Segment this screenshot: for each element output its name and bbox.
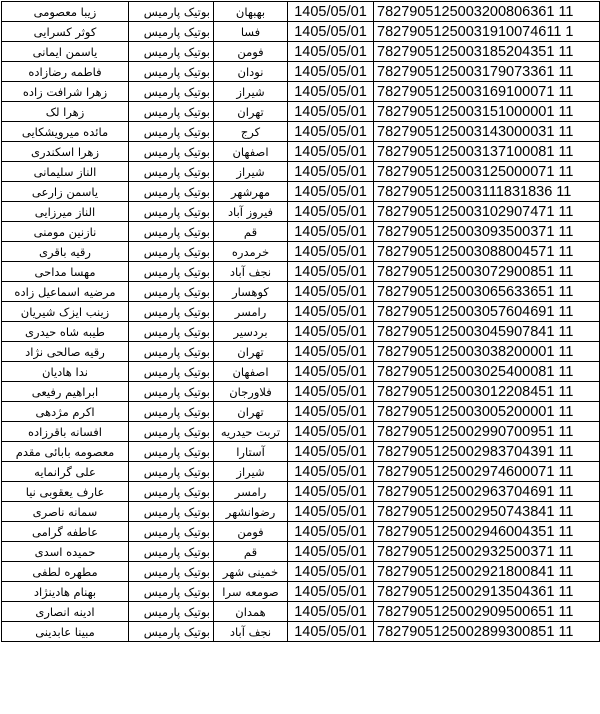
cell-shop[interactable]: بوتیک پارمیس bbox=[129, 602, 214, 622]
table-row bbox=[2, 182, 600, 202]
cell-code[interactable]: 7827905125002921800841 11 bbox=[374, 562, 600, 582]
cell-city[interactable]: اصفهان bbox=[214, 362, 288, 382]
cell-code[interactable]: 7827905125003185204351 11 bbox=[374, 42, 600, 62]
cell-shop[interactable]: بوتیک پارمیس bbox=[129, 442, 214, 462]
cell-date[interactable]: 1405/05/01 bbox=[288, 602, 374, 622]
cell-shop[interactable]: بوتیک پارمیس bbox=[129, 542, 214, 562]
cell-shop[interactable]: بوتیک پارمیس bbox=[129, 342, 214, 362]
cell-shop[interactable]: بوتیک پارمیس bbox=[129, 82, 214, 102]
cell-shop[interactable]: بوتیک پارمیس bbox=[129, 2, 214, 22]
cell-name[interactable]: یاسمن ایمانی bbox=[2, 42, 129, 62]
cell-name[interactable]: زینب ایزک شیریان bbox=[2, 302, 129, 322]
cell-name[interactable]: طیبه شاه حیدری bbox=[2, 322, 129, 342]
cell-name[interactable]: رقیه باقری bbox=[2, 242, 129, 262]
cell-city[interactable]: خمینی شهر bbox=[214, 562, 288, 582]
cell-name[interactable]: ادینه انصاری bbox=[2, 602, 129, 622]
table-row bbox=[2, 362, 600, 382]
cell-name[interactable]: زهرا شرافت زاده bbox=[2, 82, 129, 102]
cell-shop[interactable]: بوتیک پارمیس bbox=[129, 122, 214, 142]
cell-city[interactable]: فسا bbox=[214, 22, 288, 42]
cell-shop[interactable]: بوتیک پارمیس bbox=[129, 582, 214, 602]
cell-date[interactable]: 1405/05/01 bbox=[288, 142, 374, 162]
table-row bbox=[2, 422, 600, 442]
cell-date[interactable]: 1405/05/01 bbox=[288, 442, 374, 462]
cell-shop[interactable]: بوتیک پارمیس bbox=[129, 502, 214, 522]
cell-shop[interactable]: بوتیک پارمیس bbox=[129, 182, 214, 202]
spreadsheet bbox=[1, 1, 599, 642]
cell-code[interactable]: 7827905125002932500371 11 bbox=[374, 542, 600, 562]
cell-code[interactable]: 7827905125003102907471 11 bbox=[374, 202, 600, 222]
cell-name[interactable]: معصومه بابائی مقدم bbox=[2, 442, 129, 462]
cell-shop[interactable]: بوتیک پارمیس bbox=[129, 382, 214, 402]
table-row bbox=[2, 542, 600, 562]
cell-code[interactable]: 7827905125002913504361 11 bbox=[374, 582, 600, 602]
cell-city[interactable]: قم bbox=[214, 542, 288, 562]
cell-city[interactable]: فیروز آباد bbox=[214, 202, 288, 222]
table-row bbox=[2, 82, 600, 102]
table-row bbox=[2, 2, 600, 22]
cell-shop[interactable]: بوتیک پارمیس bbox=[129, 422, 214, 442]
cell-shop[interactable]: بوتیک پارمیس bbox=[129, 362, 214, 382]
cell-city[interactable]: تهران bbox=[214, 342, 288, 362]
cell-city[interactable]: فومن bbox=[214, 522, 288, 542]
cell-name[interactable]: سمانه ناصری bbox=[2, 502, 129, 522]
cell-date[interactable]: 1405/05/01 bbox=[288, 342, 374, 362]
cell-city[interactable]: اصفهان bbox=[214, 142, 288, 162]
cell-shop[interactable]: بوتیک پارمیس bbox=[129, 262, 214, 282]
table-row bbox=[2, 402, 600, 422]
cell-city[interactable]: شیراز bbox=[214, 162, 288, 182]
cell-shop[interactable]: بوتیک پارمیس bbox=[129, 562, 214, 582]
cell-city[interactable]: کرج bbox=[214, 122, 288, 142]
cell-city[interactable]: خرمدره bbox=[214, 242, 288, 262]
cell-date[interactable]: 1405/05/01 bbox=[288, 562, 374, 582]
cell-code[interactable]: 7827905125003072900851 11 bbox=[374, 262, 600, 282]
cell-code[interactable]: 78279051250031910074611 1 bbox=[374, 22, 600, 42]
cell-name[interactable]: مائده میرویشکایی bbox=[2, 122, 129, 142]
cell-date[interactable]: 1405/05/01 bbox=[288, 422, 374, 442]
table-row bbox=[2, 42, 600, 62]
cell-code[interactable]: 7827905125002990700951 11 bbox=[374, 422, 600, 442]
cell-name[interactable]: عاطفه گرامی bbox=[2, 522, 129, 542]
cell-city[interactable]: شیراز bbox=[214, 82, 288, 102]
cell-name[interactable]: مطهره لطفی bbox=[2, 562, 129, 582]
table-row bbox=[2, 482, 600, 502]
cell-date[interactable]: 1405/05/01 bbox=[288, 62, 374, 82]
cell-name[interactable]: مبینا عابدینی bbox=[2, 622, 129, 642]
cell-date[interactable]: 1405/05/01 bbox=[288, 182, 374, 202]
cell-date[interactable]: 1405/05/01 bbox=[288, 102, 374, 122]
cell-date[interactable]: 1405/05/01 bbox=[288, 122, 374, 142]
cell-shop[interactable]: بوتیک پارمیس bbox=[129, 622, 214, 642]
cell-code[interactable]: 7827905125003151000001 11 bbox=[374, 102, 600, 122]
cell-name[interactable]: مرضیه اسماعیل زاده bbox=[2, 282, 129, 302]
table-row bbox=[2, 122, 600, 142]
cell-city[interactable]: همدان bbox=[214, 602, 288, 622]
cell-date[interactable]: 1405/05/01 bbox=[288, 362, 374, 382]
table-row bbox=[2, 62, 600, 82]
table-row bbox=[2, 622, 600, 642]
cell-shop[interactable]: بوتیک پارمیس bbox=[129, 242, 214, 262]
cell-code[interactable]: 7827905125002909500651 11 bbox=[374, 602, 600, 622]
cell-code[interactable]: 7827905125003057604691 11 bbox=[374, 302, 600, 322]
cell-date[interactable]: 1405/05/01 bbox=[288, 542, 374, 562]
cell-date[interactable]: 1405/05/01 bbox=[288, 2, 374, 22]
cell-city[interactable]: رامسر bbox=[214, 302, 288, 322]
table-row bbox=[2, 582, 600, 602]
cell-code[interactable]: 7827905125003025400081 11 bbox=[374, 362, 600, 382]
cell-code[interactable]: 7827905125003200806361 11 bbox=[374, 2, 600, 22]
cell-city[interactable]: نودان bbox=[214, 62, 288, 82]
cell-name[interactable]: الناز سلیمانی bbox=[2, 162, 129, 182]
cell-date[interactable]: 1405/05/01 bbox=[288, 522, 374, 542]
cell-name[interactable]: مهسا مداحی bbox=[2, 262, 129, 282]
cell-city[interactable]: تهران bbox=[214, 402, 288, 422]
cell-date[interactable]: 1405/05/01 bbox=[288, 322, 374, 342]
cell-code[interactable]: 7827905125003012208451 11 bbox=[374, 382, 600, 402]
cell-shop[interactable]: بوتیک پارمیس bbox=[129, 162, 214, 182]
cell-code[interactable]: 7827905125003169100071 11 bbox=[374, 82, 600, 102]
cell-date[interactable]: 1405/05/01 bbox=[288, 262, 374, 282]
cell-name[interactable]: بهنام هادینژاد bbox=[2, 582, 129, 602]
cell-date[interactable]: 1405/05/01 bbox=[288, 162, 374, 182]
table-row bbox=[2, 222, 600, 242]
table-row bbox=[2, 162, 600, 182]
cell-city[interactable]: بهبهان bbox=[214, 2, 288, 22]
cell-date[interactable]: 1405/05/01 bbox=[288, 82, 374, 102]
cell-date[interactable]: 1405/05/01 bbox=[288, 202, 374, 222]
table-row bbox=[2, 322, 600, 342]
cell-code[interactable]: 7827905125002899300851 11 bbox=[374, 622, 600, 642]
cell-code[interactable]: 7827905125003179073361 11 bbox=[374, 62, 600, 82]
table-row bbox=[2, 442, 600, 462]
table-row bbox=[2, 202, 600, 222]
cell-date[interactable]: 1405/05/01 bbox=[288, 382, 374, 402]
cell-city[interactable]: تربت حیدریه bbox=[214, 422, 288, 442]
cell-shop[interactable]: بوتیک پارمیس bbox=[129, 62, 214, 82]
cell-date[interactable]: 1405/05/01 bbox=[288, 582, 374, 602]
cell-code[interactable]: 7827905125003088004571 11 bbox=[374, 242, 600, 262]
cell-date[interactable]: 1405/05/01 bbox=[288, 622, 374, 642]
table-row bbox=[2, 462, 600, 482]
cell-code[interactable]: 7827905125002946004351 11 bbox=[374, 522, 600, 542]
table-row bbox=[2, 522, 600, 542]
table-body bbox=[2, 2, 600, 642]
cell-city[interactable]: کوهسار bbox=[214, 282, 288, 302]
cell-shop[interactable]: بوتیک پارمیس bbox=[129, 462, 214, 482]
cell-name[interactable]: زیبا معصومی bbox=[2, 2, 129, 22]
cell-code[interactable]: 7827905125003005200001 11 bbox=[374, 402, 600, 422]
cell-date[interactable]: 1405/05/01 bbox=[288, 462, 374, 482]
cell-code[interactable]: 7827905125002963704691 11 bbox=[374, 482, 600, 502]
cell-name[interactable]: افسانه باقرزاده bbox=[2, 422, 129, 442]
cell-code[interactable]: 7827905125003143000031 11 bbox=[374, 122, 600, 142]
cell-name[interactable]: رقیه صالحی نژاد bbox=[2, 342, 129, 362]
cell-city[interactable]: قم bbox=[214, 222, 288, 242]
cell-city[interactable]: تهران bbox=[214, 102, 288, 122]
cell-date[interactable]: 1405/05/01 bbox=[288, 282, 374, 302]
cell-code[interactable]: 7827905125002983704391 11 bbox=[374, 442, 600, 462]
table-row bbox=[2, 282, 600, 302]
cell-name[interactable]: عارف یعقوبی نیا bbox=[2, 482, 129, 502]
cell-shop[interactable]: بوتیک پارمیس bbox=[129, 142, 214, 162]
table-row bbox=[2, 602, 600, 622]
cell-name[interactable]: زهرا لک bbox=[2, 102, 129, 122]
cell-name[interactable]: کوثر کسرایی bbox=[2, 22, 129, 42]
cell-name[interactable]: ابراهیم رفیعی bbox=[2, 382, 129, 402]
cell-code[interactable]: 7827905125002950743841 11 bbox=[374, 502, 600, 522]
cell-name[interactable]: حمیده اسدی bbox=[2, 542, 129, 562]
cell-shop[interactable]: بوتیک پارمیس bbox=[129, 302, 214, 322]
cell-city[interactable]: آستارا bbox=[214, 442, 288, 462]
cell-city[interactable]: فلاورجان bbox=[214, 382, 288, 402]
cell-name[interactable]: الناز میرزایی bbox=[2, 202, 129, 222]
cell-name[interactable]: نازنین مومنی bbox=[2, 222, 129, 242]
cell-city[interactable]: بردسیر bbox=[214, 322, 288, 342]
cell-code[interactable]: 7827905125002974600071 11 bbox=[374, 462, 600, 482]
cell-code[interactable]: 7827905125003137100081 11 bbox=[374, 142, 600, 162]
cell-date[interactable]: 1405/05/01 bbox=[288, 22, 374, 42]
cell-shop[interactable]: بوتیک پارمیس bbox=[129, 42, 214, 62]
cell-name[interactable]: اکرم مژدهی bbox=[2, 402, 129, 422]
cell-code[interactable]: 7827905125003111831836 11 bbox=[374, 182, 600, 202]
table-row bbox=[2, 502, 600, 522]
cell-date[interactable]: 1405/05/01 bbox=[288, 222, 374, 242]
cell-date[interactable]: 1405/05/01 bbox=[288, 242, 374, 262]
cell-date[interactable]: 1405/05/01 bbox=[288, 402, 374, 422]
table-row bbox=[2, 142, 600, 162]
cell-shop[interactable]: بوتیک پارمیس bbox=[129, 222, 214, 242]
cell-city[interactable]: فومن bbox=[214, 42, 288, 62]
cell-city[interactable]: رضوانشهر bbox=[214, 502, 288, 522]
cell-name[interactable]: علی گرانمایه bbox=[2, 462, 129, 482]
cell-shop[interactable]: بوتیک پارمیس bbox=[129, 402, 214, 422]
cell-shop[interactable]: بوتیک پارمیس bbox=[129, 102, 214, 122]
cell-code[interactable]: 7827905125003045907841 11 bbox=[374, 322, 600, 342]
table-row bbox=[2, 242, 600, 262]
cell-city[interactable]: شیراز bbox=[214, 462, 288, 482]
cell-shop[interactable]: بوتیک پارمیس bbox=[129, 522, 214, 542]
cell-code[interactable]: 7827905125003093500371 11 bbox=[374, 222, 600, 242]
cell-city[interactable]: مهرشهر bbox=[214, 182, 288, 202]
cell-shop[interactable]: بوتیک پارمیس bbox=[129, 482, 214, 502]
cell-shop[interactable]: بوتیک پارمیس bbox=[129, 282, 214, 302]
cell-city[interactable]: نجف آباد bbox=[214, 622, 288, 642]
table-row bbox=[2, 22, 600, 42]
cell-name[interactable]: فاطمه رضازاده bbox=[2, 62, 129, 82]
cell-name[interactable]: یاسمن زارعی bbox=[2, 182, 129, 202]
cell-city[interactable]: صومعه سرا bbox=[214, 582, 288, 602]
cell-date[interactable]: 1405/05/01 bbox=[288, 42, 374, 62]
data-table bbox=[1, 1, 600, 642]
cell-name[interactable]: ندا هادیان bbox=[2, 362, 129, 382]
table-row bbox=[2, 342, 600, 362]
cell-date[interactable]: 1405/05/01 bbox=[288, 482, 374, 502]
cell-name[interactable]: زهرا اسکندری bbox=[2, 142, 129, 162]
cell-date[interactable]: 1405/05/01 bbox=[288, 502, 374, 522]
cell-shop[interactable]: بوتیک پارمیس bbox=[129, 202, 214, 222]
table-row bbox=[2, 382, 600, 402]
table-row bbox=[2, 102, 600, 122]
cell-shop[interactable]: بوتیک پارمیس bbox=[129, 322, 214, 342]
cell-shop[interactable]: بوتیک پارمیس bbox=[129, 22, 214, 42]
cell-code[interactable]: 7827905125003125000071 11 bbox=[374, 162, 600, 182]
cell-code[interactable]: 7827905125003038200001 11 bbox=[374, 342, 600, 362]
table-row bbox=[2, 262, 600, 282]
cell-city[interactable]: نجف آباد bbox=[214, 262, 288, 282]
cell-city[interactable]: رامسر bbox=[214, 482, 288, 502]
cell-code[interactable]: 7827905125003065633651 11 bbox=[374, 282, 600, 302]
table-row bbox=[2, 562, 600, 582]
cell-date[interactable]: 1405/05/01 bbox=[288, 302, 374, 322]
table-row bbox=[2, 302, 600, 322]
